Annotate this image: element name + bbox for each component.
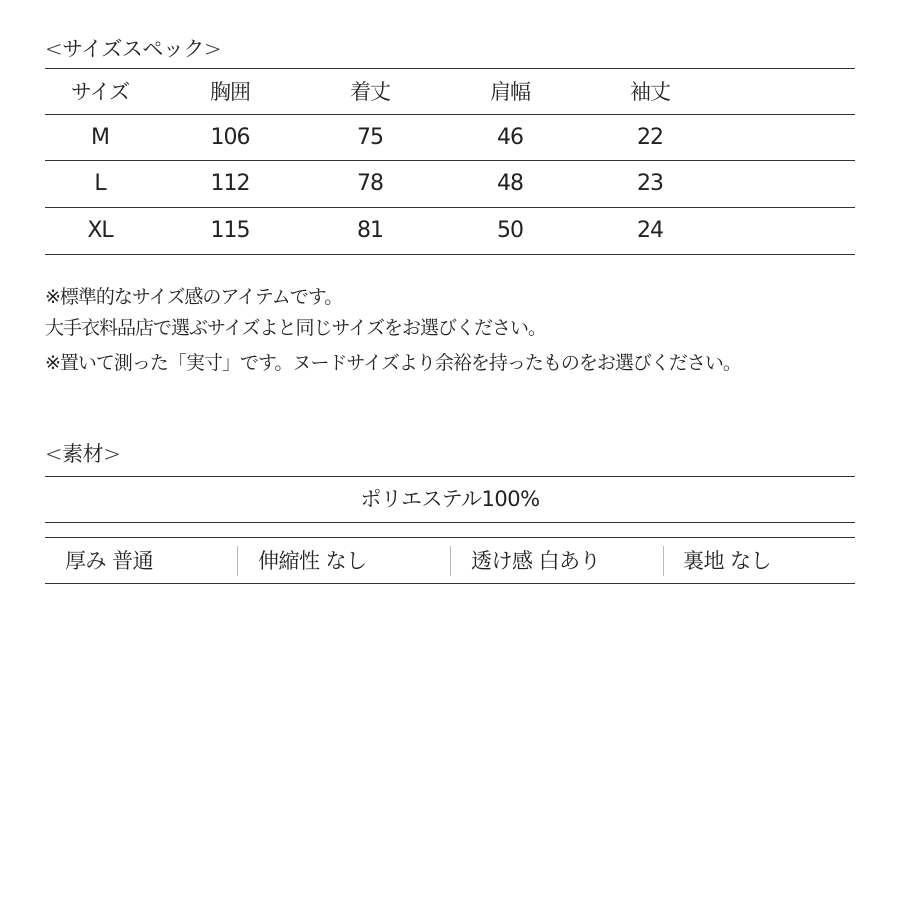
header-sleeve: 袖丈 [630, 80, 670, 104]
header-size: サイズ [70, 80, 130, 104]
size-label: XL [87, 218, 113, 243]
property-divider [237, 546, 238, 576]
property-divider [450, 546, 451, 576]
size-note-same-size: 大手衣料品店で選ぶサイズよと同じサイズをお選びください。 [45, 317, 546, 339]
size-label: L [94, 171, 106, 196]
lining-property: 裏地 なし [683, 549, 772, 573]
size-table-header [45, 69, 855, 115]
fabric-properties-row [45, 538, 855, 584]
material-composition: ポリエステル100% [360, 487, 540, 511]
length-value: 75 [357, 125, 383, 150]
sleeve-value: 22 [637, 125, 663, 150]
table-row [45, 161, 855, 207]
sleeve-value: 23 [637, 171, 663, 196]
header-length: 着丈 [350, 80, 390, 104]
material-title: <素材> [45, 442, 121, 466]
sleeve-value: 24 [637, 218, 663, 243]
property-divider [663, 546, 664, 576]
table-row [45, 115, 855, 161]
shoulder-value: 50 [497, 218, 523, 243]
thickness-property: 厚み 普通 [65, 549, 154, 573]
length-value: 81 [357, 218, 383, 243]
size-spec-title: <サイズスペック> [45, 37, 222, 61]
size-label: M [91, 125, 109, 150]
chest-value: 112 [210, 171, 250, 196]
header-chest: 胸囲 [210, 80, 250, 104]
shoulder-value: 46 [497, 125, 523, 150]
table-bottom-rule [45, 254, 855, 255]
sheerness-property: 透け感 白あり [471, 549, 601, 573]
chest-value: 106 [210, 125, 250, 150]
length-value: 78 [357, 171, 383, 196]
properties-bottom-rule [45, 583, 855, 584]
chest-value: 115 [210, 218, 250, 243]
size-note-actual-measure: ※置いて測った「実寸」です。ヌードサイズより余裕を持ったものをお選びください。 [45, 352, 741, 374]
table-row [45, 208, 855, 254]
header-shoulder: 肩幅 [490, 80, 530, 104]
stretch-property: 伸縮性 なし [258, 549, 367, 573]
size-note-standard: ※標準的なサイズ感のアイテムです。 [45, 286, 343, 308]
shoulder-value: 48 [497, 171, 523, 196]
material-bottom-rule [45, 522, 855, 523]
